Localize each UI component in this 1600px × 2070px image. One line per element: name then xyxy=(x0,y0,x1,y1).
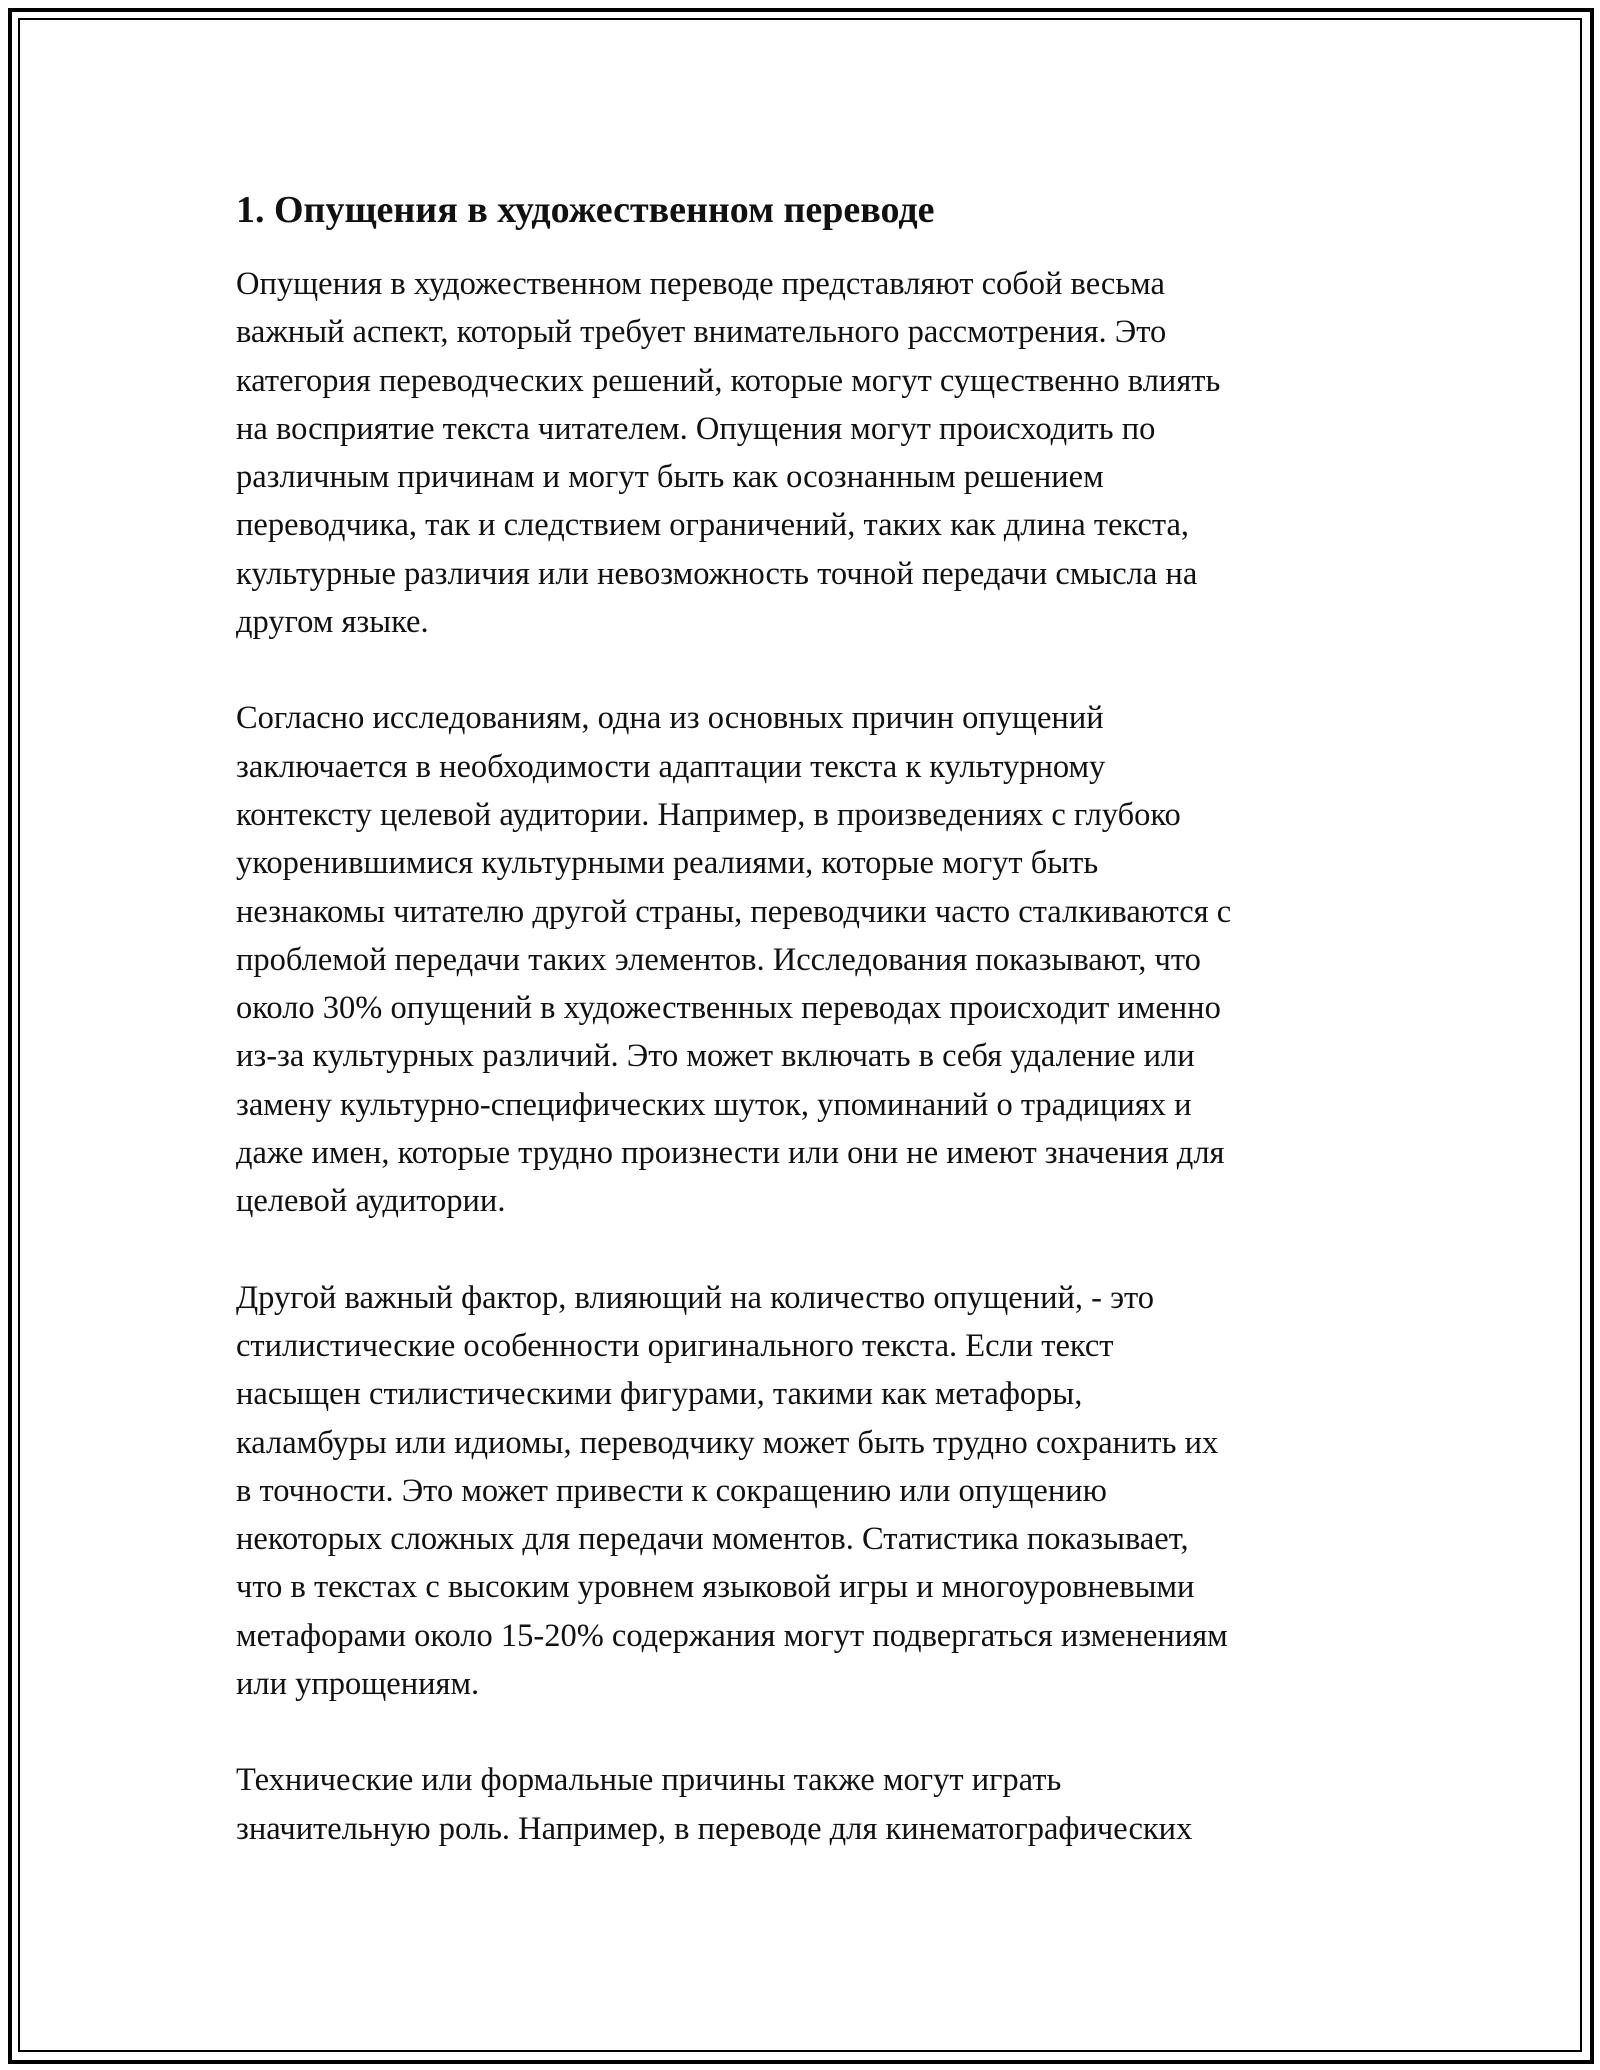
paragraph-2: Согласно исследованиям, одна из основных причин опущений заключается в необходимости адаптации текста к культурному контексту целевой аудитории. Например, в произведениях с глубоко укоренившимися культурными реалиями, которые могут быть незнакомы читателю другой страны, переводчики часто сталкиваются с проблемой передачи таких элементов. Исследования показывают, что около 30% опущений в художественных переводах происходит именно из-за культурных различий. Это может включать в себя удаление или замену культурно-специфических шуток, упоминаний о традициях и даже имен, которые трудно произнести или они не имеют значения для целевой аудитории. xyxy=(236,700,1232,1220)
paragraph-1: Опущения в художественном переводе представляют собой весьма важный аспект, который требует внимательного рассмотрения. Это категория переводческих решений, которые могут существенно влиять на восприятие текста читателем. Опущения могут происходить по различным причинам и могут быть как осознанным решением переводчика, так и следствием ограничений, таких как длина текста, культурные различия или невозможность точной передачи смысла на другом языке. xyxy=(236,266,1221,641)
paragraph-4: Технические или формальные причины также могут играть значительную роль. Например, в переводе для кинематографических xyxy=(236,1762,1193,1847)
document-body xyxy=(236,186,1376,1901)
section-heading: 1. Опущения в художественном переводе xyxy=(236,189,935,231)
paragraph-3: Другой важный фактор, влияющий на количество опущений, - это стилистические особенности оригинального текста. Если текст насыщен стилистическими фигурами, такими как метафоры, каламбуры или идиомы, переводчику может быть трудно сохранить их в точности. Это может привести к сокращению или опущению некоторых сложных для передачи моментов. Статистика показывает, что в текстах с высоким уровнем языковой игры и многоуровневыми метафорами около 15-20% содержания могут подвергаться изменениям или упрощениям. xyxy=(236,1279,1228,1703)
